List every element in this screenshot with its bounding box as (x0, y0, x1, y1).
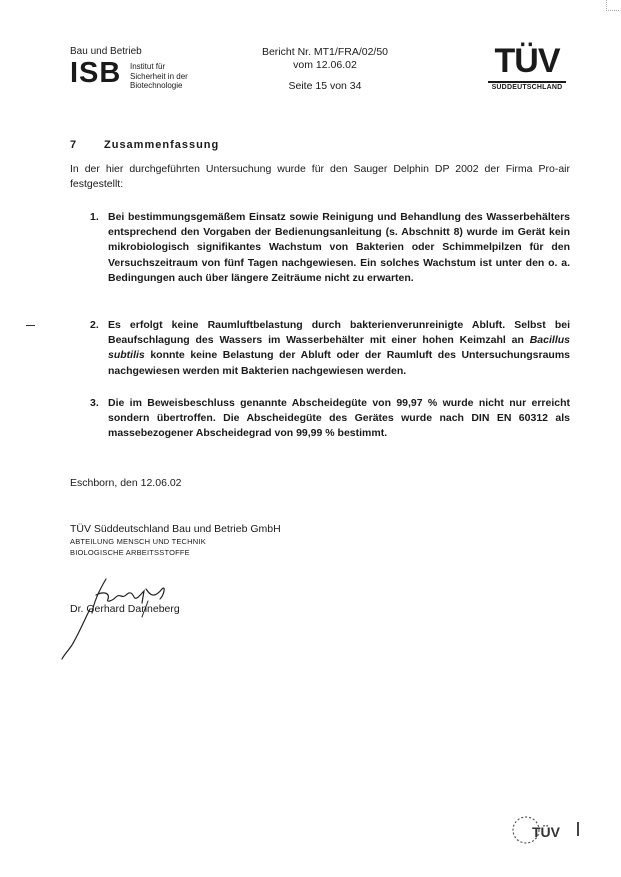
isb-institute-line: Institut für (130, 62, 166, 71)
section-number: 7 (70, 139, 78, 151)
isb-institute-line: Sicherheit in der (130, 71, 188, 81)
finding-number: 3. (90, 397, 99, 409)
page-number: Seite 15 von 34 (288, 80, 362, 92)
department-line: BIOLOGISCHE ARBEITSSTOFFE (70, 547, 190, 557)
report-date: vom 12.06.02 (293, 59, 357, 71)
isb-header-block (70, 46, 240, 94)
organization-name: TÜV Süddeutschland Bau und Betrieb GmbH (70, 523, 281, 535)
tuv-logo (486, 42, 568, 93)
tuv-stamp (506, 808, 572, 848)
species-name: Bacillus subtilis (108, 334, 570, 362)
report-number: Bericht Nr. MT1/FRA/02/50 (261, 46, 389, 58)
place-date: Eschborn, den 12.06.02 (70, 477, 182, 489)
signatory-name: Dr. Gerhard Danneberg (70, 603, 180, 615)
scan-corner-mark (606, 0, 619, 11)
finding-item (90, 396, 570, 442)
org-line: Bau und Betrieb (70, 46, 142, 57)
tuv-logo-subtitle: SÜDDEUTSCHLAND (491, 84, 563, 91)
finding-number: 2. (90, 319, 99, 331)
section-heading (70, 139, 219, 151)
finding-number: 1. (90, 211, 99, 223)
intro-paragraph: In der hier durchgeführten Untersuchung wurde für den Sauger Delphin DP 2002 der Firma Pro-air festgestellt: (70, 163, 570, 190)
isb-logo-row (70, 57, 240, 94)
margin-bar (577, 822, 579, 836)
isb-institute-text (130, 62, 188, 91)
department-line: ABTEILUNG MENSCH UND TECHNIK (70, 537, 206, 546)
section-title: Zusammenfassung (104, 139, 220, 151)
department-block (70, 537, 206, 558)
finding-text-part: Es erfolgt keine Raumluftbelastung durch bakterienverunreinigte Abluft. Selbst bei Beaufschlagung des Wassers im Wasserbehälter mit einer hohen Keimzahl an (108, 319, 570, 347)
finding-text-part: konnte keine Belastung der Abluft oder der Raumluft des Untersuchungsraums nachgewiesen werden mit Bakterien nachgewiesen werden. (108, 349, 570, 377)
tuv-logo-text: TÜV (494, 42, 560, 80)
report-info (230, 46, 420, 93)
finding-item (90, 318, 570, 379)
stamp-text: TÜV (532, 824, 560, 840)
finding-text: Die im Beweisbeschluss genannte Abscheidegüte von 99,97 % wurde nicht nur erreicht sondern übertroffen. Die Abscheidegüte des Gerätes wurde nach DIN EN 60312 als massebezogener Abscheidegrad von 99,99 % bestimmt. (108, 397, 570, 440)
finding-item (90, 210, 570, 286)
isb-logo: ISB (70, 57, 122, 89)
finding-text: Bei bestimmungsgemäßem Einsatz sowie Reinigung und Behandlung des Wasserbehälters entsprechend den Vorgaben der Bedienungsanleitung (s. Abschnitt 8) wurde im Gerät kein mikrobiologisch signifikantes Wachstum von Bakterien oder Schimmelpilzen für den Versuchszeitraum von fünf Tagen nachgewiesen. Ein solches Wachstum ist unter den o. a. Bedingungen auch über längere Zeiträume nicht zu erwarten. (108, 211, 570, 284)
isb-institute-line: Biotechnologie (130, 81, 183, 90)
finding-text (108, 318, 570, 379)
margin-mark (26, 325, 35, 326)
